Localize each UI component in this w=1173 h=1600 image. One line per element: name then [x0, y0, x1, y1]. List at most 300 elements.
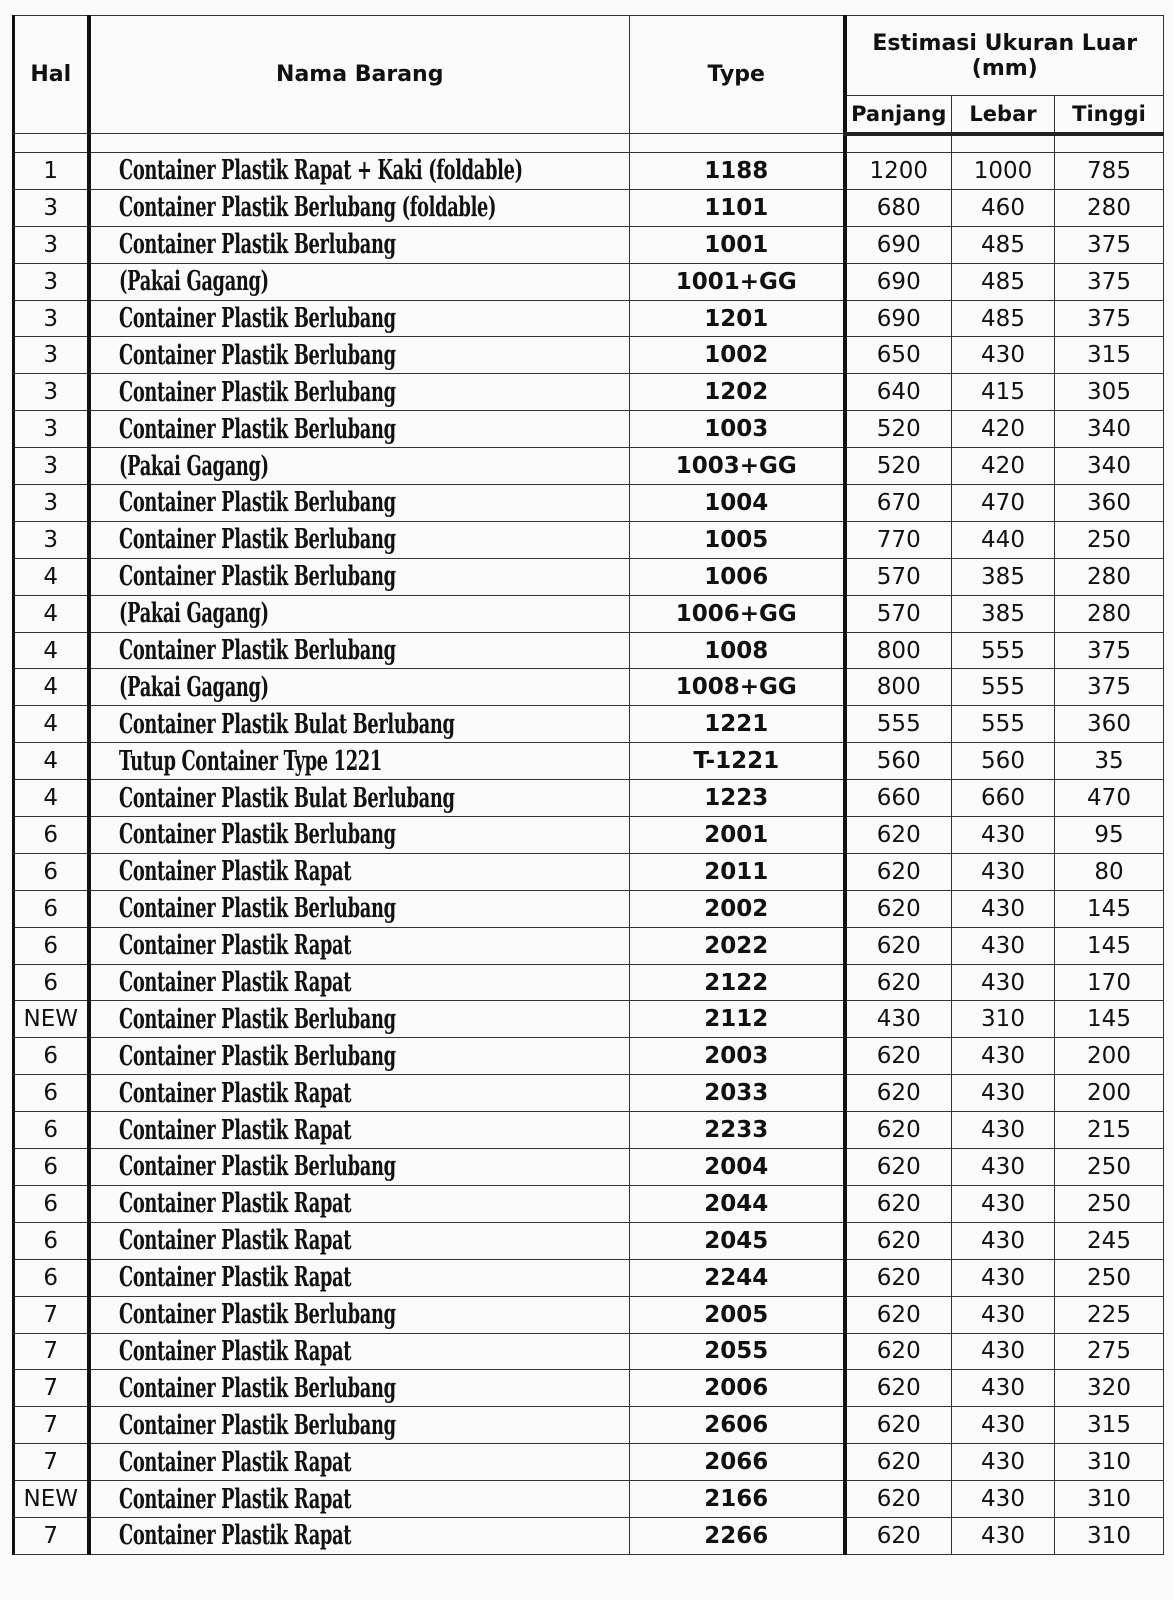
hal-cell: 3 — [14, 374, 89, 411]
panjang-cell: 620 — [845, 1333, 952, 1370]
table-row — [14, 558, 1164, 595]
type-cell: 2233 — [630, 1112, 845, 1149]
type-cell: 1101 — [630, 189, 845, 226]
nama-barang-text: Container Plastik Rapat — [118, 1262, 351, 1294]
panjang-cell: 620 — [845, 890, 952, 927]
table-row — [14, 189, 1164, 226]
nama-barang-cell — [89, 964, 630, 1001]
panjang-cell: 570 — [845, 595, 952, 632]
nama-barang-text: Container Plastik Berlubang — [118, 635, 396, 667]
tinggi-cell: 305 — [1055, 374, 1164, 411]
hal-cell: 6 — [14, 1185, 89, 1222]
tinggi-cell: 95 — [1055, 817, 1164, 854]
nama-barang-text: (Pakai Gagang) — [118, 266, 269, 298]
type-cell: 1003 — [630, 411, 845, 448]
tinggi-cell: 375 — [1055, 263, 1164, 300]
table-row — [14, 1333, 1164, 1370]
table-row — [14, 1038, 1164, 1075]
nama-barang-text: Container Plastik Rapat — [118, 1483, 351, 1515]
lebar-cell: 485 — [952, 300, 1055, 337]
nama-barang-text: Container Plastik Rapat + Kaki (foldable) — [118, 155, 523, 187]
panjang-cell: 690 — [845, 226, 952, 263]
lebar-cell: 560 — [952, 743, 1055, 780]
lebar-cell: 430 — [952, 1370, 1055, 1407]
nama-barang-text: Container Plastik Berlubang — [118, 1409, 396, 1441]
nama-barang-cell — [89, 374, 630, 411]
hal-cell: 3 — [14, 189, 89, 226]
nama-barang-cell — [89, 1517, 630, 1554]
type-cell: 1008+GG — [630, 669, 845, 706]
type-cell: 2045 — [630, 1222, 845, 1259]
tinggi-cell: 470 — [1055, 780, 1164, 817]
nama-barang-cell — [89, 448, 630, 485]
tinggi-cell: 245 — [1055, 1222, 1164, 1259]
type-cell: 2122 — [630, 964, 845, 1001]
header-estimasi-title: Estimasi Ukuran Luar — [872, 30, 1138, 56]
nama-barang-cell — [89, 780, 630, 817]
panjang-cell: 620 — [845, 1185, 952, 1222]
nama-barang-cell — [89, 1185, 630, 1222]
panjang-cell: 620 — [845, 1222, 952, 1259]
tinggi-cell: 200 — [1055, 1075, 1164, 1112]
type-cell: 2266 — [630, 1517, 845, 1554]
hal-cell: 3 — [14, 521, 89, 558]
nama-barang-text: (Pakai Gagang) — [118, 598, 269, 630]
type-cell: 1202 — [630, 374, 845, 411]
hal-cell: 3 — [14, 263, 89, 300]
panjang-cell: 640 — [845, 374, 952, 411]
nama-barang-cell — [89, 1370, 630, 1407]
nama-barang-text: Container Plastik Rapat — [118, 930, 351, 962]
type-cell: 2055 — [630, 1333, 845, 1370]
panjang-cell: 620 — [845, 1075, 952, 1112]
table-row — [14, 263, 1164, 300]
nama-barang-text: Container Plastik Berlubang — [118, 1372, 396, 1404]
hal-cell: 7 — [14, 1296, 89, 1333]
nama-barang-cell — [89, 669, 630, 706]
type-cell: 1008 — [630, 632, 845, 669]
blank-row — [14, 134, 1164, 153]
hal-cell: 7 — [14, 1407, 89, 1444]
type-cell: 1003+GG — [630, 448, 845, 485]
tinggi-cell: 340 — [1055, 411, 1164, 448]
type-cell: 1004 — [630, 485, 845, 522]
table-row — [14, 1112, 1164, 1149]
nama-barang-cell — [89, 1444, 630, 1481]
panjang-cell: 680 — [845, 189, 952, 226]
tinggi-cell: 250 — [1055, 1149, 1164, 1186]
type-cell: 1005 — [630, 521, 845, 558]
hal-cell: 6 — [14, 964, 89, 1001]
hal-cell: 3 — [14, 411, 89, 448]
nama-barang-text: Container Plastik Rapat — [118, 1520, 351, 1552]
table-row — [14, 374, 1164, 411]
nama-barang-cell — [89, 595, 630, 632]
table-row — [14, 964, 1164, 1001]
nama-barang-text: Container Plastik Rapat — [118, 1114, 351, 1146]
type-cell: 2011 — [630, 853, 845, 890]
nama-barang-text: Container Plastik Berlubang — [118, 819, 396, 851]
lebar-cell: 430 — [952, 337, 1055, 374]
lebar-cell: 485 — [952, 263, 1055, 300]
tinggi-cell: 35 — [1055, 743, 1164, 780]
nama-barang-cell — [89, 1296, 630, 1333]
hal-cell: NEW — [14, 1481, 89, 1518]
table-row — [14, 411, 1164, 448]
nama-barang-cell — [89, 743, 630, 780]
hal-cell: 7 — [14, 1517, 89, 1554]
panjang-cell: 620 — [845, 927, 952, 964]
panjang-cell: 660 — [845, 780, 952, 817]
panjang-cell: 620 — [845, 1370, 952, 1407]
tinggi-cell: 315 — [1055, 337, 1164, 374]
lebar-cell: 430 — [952, 1038, 1055, 1075]
nama-barang-cell — [89, 1149, 630, 1186]
hal-cell: 6 — [14, 1222, 89, 1259]
tinggi-cell: 360 — [1055, 485, 1164, 522]
panjang-cell: 620 — [845, 1407, 952, 1444]
lebar-cell: 555 — [952, 632, 1055, 669]
header-nama-barang: Nama Barang — [89, 16, 630, 134]
panjang-cell: 800 — [845, 669, 952, 706]
panjang-cell: 620 — [845, 964, 952, 1001]
nama-barang-cell — [89, 706, 630, 743]
tinggi-cell: 250 — [1055, 1185, 1164, 1222]
hal-cell: 6 — [14, 927, 89, 964]
type-cell: 1006 — [630, 558, 845, 595]
panjang-cell: 520 — [845, 448, 952, 485]
nama-barang-cell — [89, 632, 630, 669]
header-estimasi — [845, 16, 1164, 96]
lebar-cell: 430 — [952, 927, 1055, 964]
type-cell: T-1221 — [630, 743, 845, 780]
nama-barang-text: Tutup Container Type 1221 — [118, 745, 382, 777]
nama-barang-text: Container Plastik Rapat — [118, 1188, 351, 1220]
tinggi-cell: 225 — [1055, 1296, 1164, 1333]
panjang-cell: 650 — [845, 337, 952, 374]
panjang-cell: 690 — [845, 300, 952, 337]
nama-barang-cell — [89, 411, 630, 448]
hal-cell: 6 — [14, 1075, 89, 1112]
type-cell: 2166 — [630, 1481, 845, 1518]
nama-barang-text: Container Plastik Berlubang — [118, 1151, 396, 1183]
header-hal: Hal — [14, 16, 89, 134]
hal-cell: 3 — [14, 337, 89, 374]
lebar-cell: 430 — [952, 1259, 1055, 1296]
table-row — [14, 485, 1164, 522]
panjang-cell: 570 — [845, 558, 952, 595]
tinggi-cell: 375 — [1055, 632, 1164, 669]
lebar-cell: 420 — [952, 411, 1055, 448]
panjang-cell: 620 — [845, 817, 952, 854]
type-cell: 2244 — [630, 1259, 845, 1296]
lebar-cell: 470 — [952, 485, 1055, 522]
hal-cell: 3 — [14, 485, 89, 522]
lebar-cell: 430 — [952, 853, 1055, 890]
type-cell: 2003 — [630, 1038, 845, 1075]
panjang-cell: 770 — [845, 521, 952, 558]
lebar-cell: 430 — [952, 1112, 1055, 1149]
nama-barang-text: Container Plastik Berlubang — [118, 229, 396, 261]
nama-barang-text: (Pakai Gagang) — [118, 671, 269, 703]
hal-cell: 3 — [14, 226, 89, 263]
table-row — [14, 448, 1164, 485]
panjang-cell: 430 — [845, 1001, 952, 1038]
tinggi-cell: 145 — [1055, 1001, 1164, 1038]
tinggi-cell: 275 — [1055, 1333, 1164, 1370]
nama-barang-text: Container Plastik Berlubang — [118, 413, 396, 445]
panjang-cell: 670 — [845, 485, 952, 522]
nama-barang-cell — [89, 189, 630, 226]
table-row — [14, 780, 1164, 817]
lebar-cell: 430 — [952, 1407, 1055, 1444]
panjang-cell: 560 — [845, 743, 952, 780]
nama-barang-text: Container Plastik Rapat — [118, 856, 351, 888]
tinggi-cell: 80 — [1055, 853, 1164, 890]
nama-barang-text: (Pakai Gagang) — [118, 450, 269, 482]
nama-barang-cell — [89, 1075, 630, 1112]
nama-barang-text: Container Plastik Berlubang — [118, 561, 396, 593]
hal-cell: 6 — [14, 1259, 89, 1296]
table-row — [14, 1481, 1164, 1518]
nama-barang-text: Container Plastik Berlubang — [118, 1003, 396, 1035]
table-row — [14, 1407, 1164, 1444]
table-row — [14, 853, 1164, 890]
panjang-cell: 620 — [845, 853, 952, 890]
tinggi-cell: 360 — [1055, 706, 1164, 743]
hal-cell: 4 — [14, 558, 89, 595]
lebar-cell: 460 — [952, 189, 1055, 226]
header-tinggi: Tinggi — [1055, 96, 1164, 134]
product-size-table — [12, 15, 1164, 1555]
lebar-cell: 430 — [952, 964, 1055, 1001]
table-row — [14, 743, 1164, 780]
lebar-cell: 430 — [952, 1333, 1055, 1370]
lebar-cell: 1000 — [952, 153, 1055, 190]
panjang-cell: 620 — [845, 1038, 952, 1075]
nama-barang-text: Container Plastik Berlubang — [118, 303, 396, 334]
hal-cell: 4 — [14, 743, 89, 780]
nama-barang-cell — [89, 337, 630, 374]
nama-barang-cell — [89, 1038, 630, 1075]
table-row — [14, 1259, 1164, 1296]
table-row — [14, 927, 1164, 964]
nama-barang-text: Container Plastik Berlubang — [118, 524, 396, 556]
lebar-cell: 430 — [952, 1481, 1055, 1518]
tinggi-cell: 310 — [1055, 1444, 1164, 1481]
hal-cell: 6 — [14, 817, 89, 854]
nama-barang-text: Container Plastik Rapat — [118, 1446, 351, 1478]
table-row — [14, 521, 1164, 558]
nama-barang-cell — [89, 521, 630, 558]
table-row — [14, 153, 1164, 190]
type-cell: 2006 — [630, 1370, 845, 1407]
table-row — [14, 817, 1164, 854]
hal-cell: 7 — [14, 1370, 89, 1407]
panjang-cell: 620 — [845, 1259, 952, 1296]
table-row — [14, 1185, 1164, 1222]
tinggi-cell: 310 — [1055, 1517, 1164, 1554]
nama-barang-cell — [89, 817, 630, 854]
tinggi-cell: 310 — [1055, 1481, 1164, 1518]
nama-barang-text: Container Plastik Berlubang — [118, 893, 396, 925]
hal-cell: 4 — [14, 669, 89, 706]
lebar-cell: 430 — [952, 1075, 1055, 1112]
type-cell: 2066 — [630, 1444, 845, 1481]
nama-barang-cell — [89, 226, 630, 263]
type-cell: 2001 — [630, 817, 845, 854]
table-row — [14, 669, 1164, 706]
nama-barang-cell — [89, 890, 630, 927]
hal-cell: 4 — [14, 595, 89, 632]
table-row — [14, 1149, 1164, 1186]
tinggi-cell: 280 — [1055, 558, 1164, 595]
nama-barang-cell — [89, 300, 630, 337]
table-row — [14, 337, 1164, 374]
type-cell: 1002 — [630, 337, 845, 374]
hal-cell: 6 — [14, 1038, 89, 1075]
table-row — [14, 1296, 1164, 1333]
panjang-cell: 620 — [845, 1517, 952, 1554]
tinggi-cell: 250 — [1055, 1259, 1164, 1296]
type-cell: 1188 — [630, 153, 845, 190]
nama-barang-text: Container Plastik Rapat — [118, 967, 351, 999]
lebar-cell: 420 — [952, 448, 1055, 485]
lebar-cell: 430 — [952, 1222, 1055, 1259]
lebar-cell: 430 — [952, 1517, 1055, 1554]
tinggi-cell: 785 — [1055, 153, 1164, 190]
lebar-cell: 385 — [952, 595, 1055, 632]
type-cell: 2033 — [630, 1075, 845, 1112]
nama-barang-cell — [89, 1112, 630, 1149]
lebar-cell: 430 — [952, 1296, 1055, 1333]
tinggi-cell: 170 — [1055, 964, 1164, 1001]
table-row — [14, 1075, 1164, 1112]
lebar-cell: 310 — [952, 1001, 1055, 1038]
nama-barang-cell — [89, 485, 630, 522]
nama-barang-text: Container Plastik Bulat Berlubang — [118, 782, 455, 814]
type-cell: 1223 — [630, 780, 845, 817]
table-row — [14, 1370, 1164, 1407]
nama-barang-cell — [89, 1481, 630, 1518]
lebar-cell: 430 — [952, 890, 1055, 927]
type-cell: 2022 — [630, 927, 845, 964]
nama-barang-text: Container Plastik Berlubang — [118, 376, 396, 408]
header-unit: (mm) — [971, 55, 1038, 81]
nama-barang-text: Container Plastik Rapat — [118, 1335, 351, 1367]
type-cell: 2002 — [630, 890, 845, 927]
nama-barang-cell — [89, 1222, 630, 1259]
tinggi-cell: 280 — [1055, 595, 1164, 632]
lebar-cell: 440 — [952, 521, 1055, 558]
panjang-cell: 800 — [845, 632, 952, 669]
panjang-cell: 620 — [845, 1112, 952, 1149]
table-row — [14, 595, 1164, 632]
nama-barang-text: Container Plastik Berlubang — [118, 487, 396, 519]
hal-cell: 1 — [14, 153, 89, 190]
nama-barang-cell — [89, 1333, 630, 1370]
panjang-cell: 620 — [845, 1481, 952, 1518]
nama-barang-text: Container Plastik Berlubang — [118, 1040, 396, 1072]
table-row — [14, 226, 1164, 263]
tinggi-cell: 375 — [1055, 226, 1164, 263]
table-row — [14, 890, 1164, 927]
tinggi-cell: 340 — [1055, 448, 1164, 485]
table-row — [14, 1444, 1164, 1481]
lebar-cell: 385 — [952, 558, 1055, 595]
hal-cell: 4 — [14, 780, 89, 817]
type-cell: 2044 — [630, 1185, 845, 1222]
table-row — [14, 706, 1164, 743]
panjang-cell: 520 — [845, 411, 952, 448]
hal-cell: 7 — [14, 1333, 89, 1370]
tinggi-cell: 215 — [1055, 1112, 1164, 1149]
lebar-cell: 430 — [952, 817, 1055, 854]
tinggi-cell: 200 — [1055, 1038, 1164, 1075]
panjang-cell: 620 — [845, 1296, 952, 1333]
tinggi-cell: 315 — [1055, 1407, 1164, 1444]
nama-barang-text: Container Plastik Berlubang (foldable) — [118, 192, 496, 224]
hal-cell: 4 — [14, 632, 89, 669]
hal-cell: 6 — [14, 890, 89, 927]
nama-barang-cell — [89, 1001, 630, 1038]
type-cell: 2005 — [630, 1296, 845, 1333]
type-cell: 1001 — [630, 226, 845, 263]
panjang-cell: 1200 — [845, 153, 952, 190]
panjang-cell: 690 — [845, 263, 952, 300]
type-cell: 2112 — [630, 1001, 845, 1038]
hal-cell: 6 — [14, 1112, 89, 1149]
type-cell: 2004 — [630, 1149, 845, 1186]
type-cell: 1006+GG — [630, 595, 845, 632]
type-cell: 1221 — [630, 706, 845, 743]
hal-cell: 7 — [14, 1444, 89, 1481]
type-cell: 2606 — [630, 1407, 845, 1444]
hal-cell: 3 — [14, 448, 89, 485]
table-row — [14, 1001, 1164, 1038]
lebar-cell: 555 — [952, 669, 1055, 706]
hal-cell: 6 — [14, 853, 89, 890]
nama-barang-cell — [89, 927, 630, 964]
table-row — [14, 1222, 1164, 1259]
nama-barang-cell — [89, 1259, 630, 1296]
lebar-cell: 415 — [952, 374, 1055, 411]
hal-cell: NEW — [14, 1001, 89, 1038]
lebar-cell: 485 — [952, 226, 1055, 263]
hal-cell: 3 — [14, 300, 89, 337]
tinggi-cell: 280 — [1055, 189, 1164, 226]
panjang-cell: 555 — [845, 706, 952, 743]
panjang-cell: 620 — [845, 1149, 952, 1186]
table-row — [14, 632, 1164, 669]
type-cell: 1201 — [630, 300, 845, 337]
nama-barang-text: Container Plastik Rapat — [118, 1225, 351, 1257]
tinggi-cell: 145 — [1055, 890, 1164, 927]
lebar-cell: 430 — [952, 1444, 1055, 1481]
header-panjang: Panjang — [845, 96, 952, 134]
lebar-cell: 430 — [952, 1185, 1055, 1222]
tinggi-cell: 145 — [1055, 927, 1164, 964]
panjang-cell: 620 — [845, 1444, 952, 1481]
nama-barang-text: Container Plastik Bulat Berlubang — [118, 708, 455, 740]
nama-barang-cell — [89, 153, 630, 190]
nama-barang-cell — [89, 263, 630, 300]
nama-barang-text: Container Plastik Berlubang — [118, 339, 396, 371]
type-cell: 1001+GG — [630, 263, 845, 300]
tinggi-cell: 375 — [1055, 300, 1164, 337]
lebar-cell: 660 — [952, 780, 1055, 817]
nama-barang-text: Container Plastik Rapat — [118, 1077, 351, 1109]
